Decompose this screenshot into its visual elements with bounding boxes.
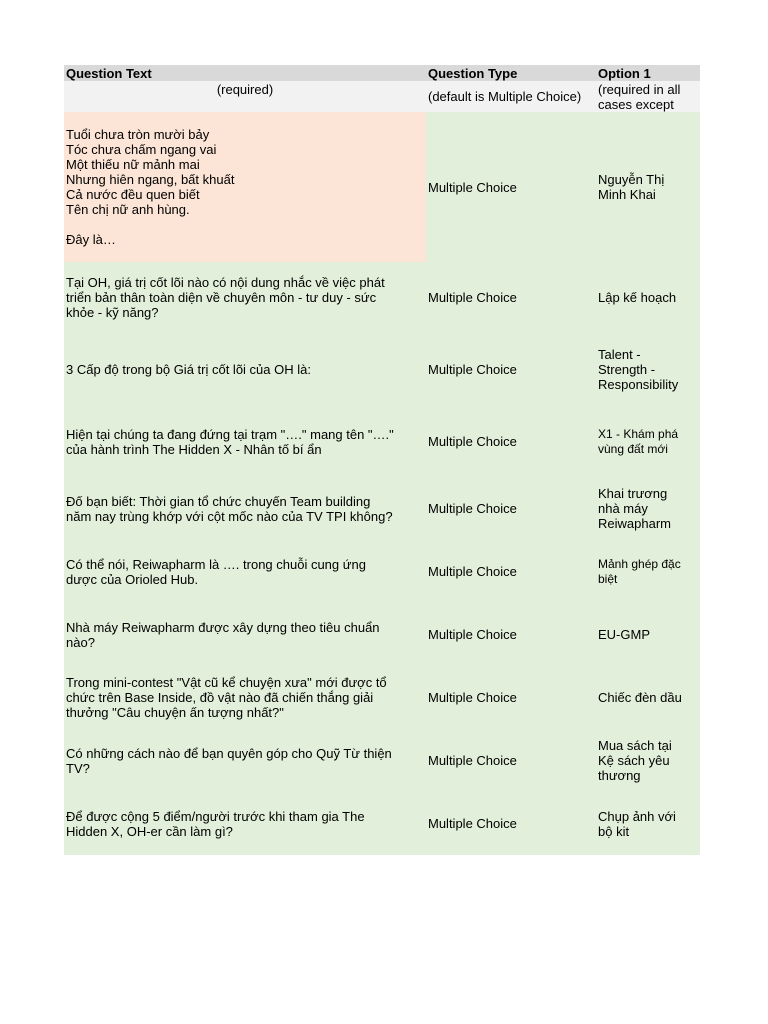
table-row xyxy=(64,333,700,406)
table-row xyxy=(64,540,700,603)
subheader-row xyxy=(64,81,700,112)
type-cell: Multiple Choice xyxy=(428,627,517,642)
question-cell: Hiện tại chúng ta đang đứng tại trạm "…." mang tên "…." của hành trình The Hidden X - Nhân tố bí ẩn xyxy=(66,426,394,457)
type-cell: Multiple Choice xyxy=(428,816,517,831)
subheader-question-text: (required) xyxy=(216,82,274,97)
option-cell: Talent - Strength - Responsibility xyxy=(598,347,679,392)
question-cell: Tại OH, giá trị cốt lõi nào có nội dung nhắc về việc phát triển bản thân toàn diện về chuyên môn - tư duy - sức khỏe - kỹ năng? xyxy=(66,275,385,320)
table-row xyxy=(64,262,700,333)
header-option-1: Option 1 xyxy=(598,66,651,81)
table-row xyxy=(64,792,700,855)
subheader-option-1: (required in all cases except xyxy=(598,82,681,112)
option-cell: EU-GMP xyxy=(598,627,650,642)
question-cell: Có thể nói, Reiwapharm là …. trong chuỗi cung ứng dược của Orioled Hub. xyxy=(66,556,366,587)
option-cell: Chiếc đèn dầu xyxy=(598,690,682,705)
option-cell: Khai trương nhà máy Reiwapharm xyxy=(598,486,671,531)
option-cell: Nguyễn Thị Minh Khai xyxy=(598,172,665,202)
option-cell: Mảnh ghép đặc biệt xyxy=(598,556,681,586)
table-row xyxy=(64,666,700,729)
subheader-question-type: (default is Multiple Choice) xyxy=(428,89,582,104)
question-cell: Nhà máy Reiwapharm được xây dựng theo tiêu chuẩn nào? xyxy=(66,619,380,650)
question-cell: Có những cách nào để bạn quyên góp cho Quỹ Từ thiện TV? xyxy=(66,745,392,776)
option-cell: Mua sách tại Kệ sách yêu thương xyxy=(598,738,672,783)
table-row xyxy=(64,477,700,540)
table-row xyxy=(64,406,700,477)
question-cell: Tuổi chưa tròn mười bảy Tóc chưa chấm ngang vai Một thiếu nữ mảnh mai Nhưng hiên ngang, bất khuất Cả nước đều quen biết Tên chị nữ anh hùng. Đây là… xyxy=(64,112,426,262)
type-cell: Multiple Choice xyxy=(428,501,517,516)
question-cell: Để được cộng 5 điểm/người trước khi tham gia The Hidden X, OH-er cần làm gì? xyxy=(66,808,365,839)
type-cell: Multiple Choice xyxy=(428,564,517,579)
option-cell: Chụp ảnh với bộ kit xyxy=(598,808,676,839)
header-question-text: Question Text xyxy=(66,66,152,81)
type-cell: Multiple Choice xyxy=(428,753,517,768)
option-cell: X1 - Khám phá vùng đất mới xyxy=(598,426,679,456)
header-row xyxy=(64,65,700,81)
question-cell: Trong mini-contest "Vật cũ kể chuyện xưa" mới được tổ chức trên Base Inside, đồ vật nào đã chiến thắng giải thưởng "Câu chuyện ấn tượng nhất?" xyxy=(66,675,387,720)
table-row xyxy=(64,112,700,262)
spreadsheet xyxy=(64,65,700,855)
type-cell: Multiple Choice xyxy=(428,690,517,705)
option-cell: Lập kế hoạch xyxy=(598,290,677,305)
header-question-type: Question Type xyxy=(428,66,518,81)
type-cell: Multiple Choice xyxy=(428,290,517,305)
question-cell: Đố bạn biết: Thời gian tổ chức chuyến Team building năm nay trùng khớp với cột mốc nào của TV TPI không? xyxy=(66,493,393,524)
type-cell: Multiple Choice xyxy=(428,179,517,195)
type-cell: Multiple Choice xyxy=(428,362,517,377)
question-cell: 3 Cấp độ trong bộ Giá trị cốt lõi của OH là: xyxy=(66,362,311,377)
table-row xyxy=(64,729,700,792)
type-cell: Multiple Choice xyxy=(428,434,517,449)
table-row xyxy=(64,603,700,666)
